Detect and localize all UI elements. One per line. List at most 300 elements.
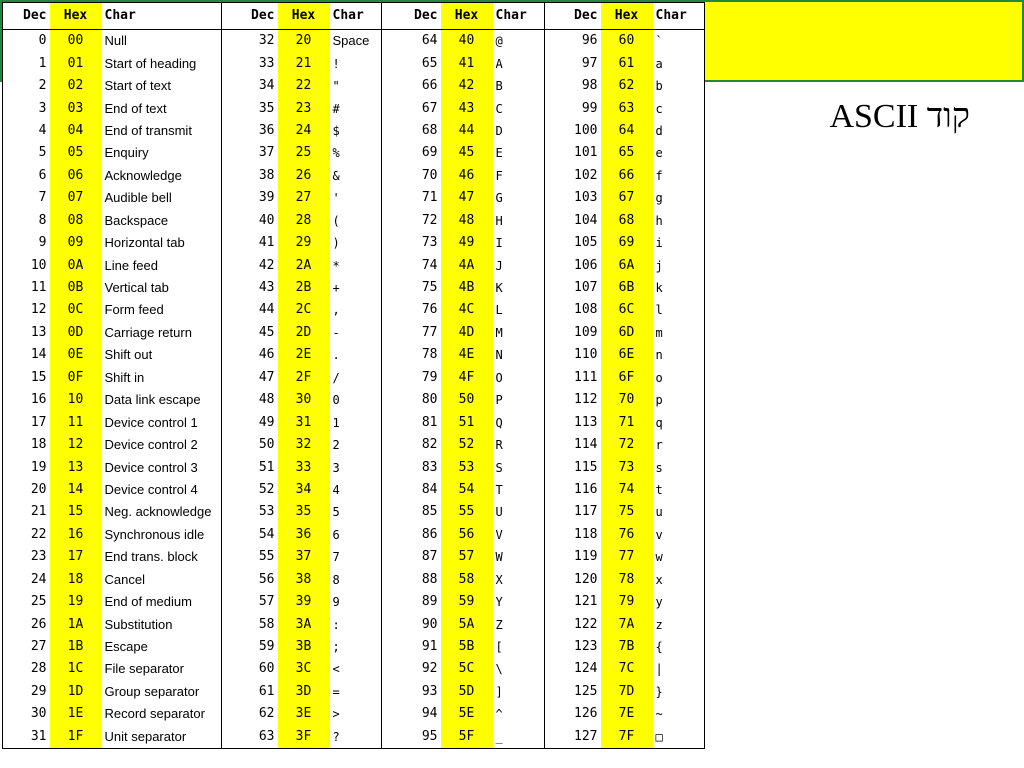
dec-cell: 39: [258, 190, 275, 206]
dec-cell: 125: [574, 683, 598, 699]
table-row: [3, 75, 705, 97]
char-cell: x: [655, 572, 663, 587]
char-cell: Start of heading: [102, 52, 222, 74]
table-row: [3, 299, 705, 321]
char-cell: m: [655, 325, 663, 340]
column-header-dec: Dec: [382, 3, 441, 30]
hex-cell: 61: [601, 52, 653, 74]
char-cell: |: [655, 662, 663, 677]
hex-cell: 4C: [441, 299, 493, 321]
dec-cell: 28: [30, 661, 47, 677]
hex-cell: 66: [601, 165, 653, 187]
table-row: [3, 120, 705, 142]
char-cell: y: [655, 595, 663, 610]
dec-cell: 84: [421, 481, 438, 497]
hex-cell: 7B: [601, 636, 653, 658]
dec-cell: 14: [30, 347, 47, 363]
table-row: [3, 322, 705, 344]
hex-cell: 1E: [50, 703, 102, 725]
dec-cell: 113: [574, 414, 598, 430]
hex-cell: 6F: [601, 367, 653, 389]
column-header-hex: Hex: [50, 3, 102, 30]
hex-cell: 0A: [50, 254, 102, 276]
hex-cell: 0E: [50, 344, 102, 366]
dec-cell: 30: [30, 706, 47, 722]
table-row: [3, 187, 705, 209]
char-cell: Carriage return: [102, 322, 222, 344]
hex-cell: 33: [278, 456, 330, 478]
hex-cell: 69: [601, 232, 653, 254]
dec-cell: 54: [258, 526, 275, 542]
dec-cell: 62: [258, 706, 275, 722]
dec-cell: 107: [574, 280, 598, 296]
dec-cell: 29: [30, 683, 47, 699]
char-cell: /: [330, 367, 382, 389]
char-cell: \: [493, 658, 545, 680]
dec-cell: 78: [421, 347, 438, 363]
char-cell: I: [493, 232, 545, 254]
char-cell: ': [330, 187, 382, 209]
hex-cell: 79: [601, 591, 653, 613]
dec-cell: 45: [258, 324, 275, 340]
hex-cell: 4E: [441, 344, 493, 366]
dec-cell: 121: [574, 594, 598, 610]
char-cell: f: [655, 168, 663, 183]
hex-cell: 1D: [50, 681, 102, 703]
dec-cell: 71: [421, 190, 438, 206]
char-cell: Enquiry: [102, 142, 222, 164]
column-header-char: Char: [653, 3, 705, 30]
table-row: [3, 613, 705, 635]
hex-cell: 2C: [278, 299, 330, 321]
dec-cell: 27: [30, 639, 47, 655]
hex-cell: 11: [50, 411, 102, 433]
hex-cell: 56: [441, 524, 493, 546]
char-cell: c: [655, 101, 663, 116]
dec-cell: 73: [421, 235, 438, 251]
table-row: [3, 411, 705, 433]
hex-cell: 14: [50, 479, 102, 501]
char-cell: i: [655, 236, 663, 251]
dec-cell: 38: [258, 167, 275, 183]
dec-cell: 76: [421, 302, 438, 318]
hex-cell: 47: [441, 187, 493, 209]
dec-cell: 18: [30, 437, 47, 453]
char-cell: D: [493, 120, 545, 142]
hex-cell: 60: [601, 30, 653, 53]
dec-cell: 114: [574, 437, 598, 453]
char-cell: k: [655, 281, 663, 296]
dec-cell: 120: [574, 571, 598, 587]
dec-cell: 26: [30, 616, 47, 632]
dec-cell: 117: [574, 504, 598, 520]
hex-cell: 50: [441, 389, 493, 411]
char-cell: g: [655, 191, 663, 206]
hex-cell: 3A: [278, 613, 330, 635]
char-cell: 9: [330, 591, 382, 613]
char-cell: 8: [330, 569, 382, 591]
hex-cell: 09: [50, 232, 102, 254]
hex-cell: 2E: [278, 344, 330, 366]
hex-cell: 6E: [601, 344, 653, 366]
char-cell: t: [655, 482, 663, 497]
dec-cell: 31: [30, 728, 47, 744]
table-row: [3, 389, 705, 411]
hex-cell: 62: [601, 75, 653, 97]
dec-cell: 89: [421, 594, 438, 610]
char-cell: =: [330, 681, 382, 703]
char-cell: End of text: [102, 97, 222, 119]
dec-cell: 52: [258, 481, 275, 497]
dec-cell: 41: [258, 235, 275, 251]
dec-cell: 127: [574, 728, 598, 744]
char-cell: >: [330, 703, 382, 725]
char-cell: End of transmit: [102, 120, 222, 142]
hex-cell: 6B: [601, 277, 653, 299]
hex-cell: 4D: [441, 322, 493, 344]
hex-cell: 04: [50, 120, 102, 142]
char-cell: `: [655, 34, 663, 49]
char-cell: W: [493, 546, 545, 568]
hex-cell: 18: [50, 569, 102, 591]
hex-cell: 52: [441, 434, 493, 456]
char-cell: Record separator: [102, 703, 222, 725]
dec-cell: 20: [30, 481, 47, 497]
column-header-hex: Hex: [441, 3, 493, 30]
char-cell: }: [655, 684, 663, 699]
dec-cell: 75: [421, 280, 438, 296]
hex-cell: 03: [50, 97, 102, 119]
hex-cell: 38: [278, 569, 330, 591]
dec-cell: 23: [30, 549, 47, 565]
hex-cell: 4F: [441, 367, 493, 389]
char-cell: s: [655, 460, 663, 475]
dec-cell: 85: [421, 504, 438, 520]
dec-cell: 96: [581, 33, 598, 49]
char-cell: End of medium: [102, 591, 222, 613]
hex-cell: 5C: [441, 658, 493, 680]
hex-cell: 0F: [50, 367, 102, 389]
char-cell: 3: [330, 456, 382, 478]
table-row: [3, 367, 705, 389]
hex-cell: 3D: [278, 681, 330, 703]
hex-cell: 2B: [278, 277, 330, 299]
char-cell: Z: [493, 613, 545, 635]
hex-cell: 1F: [50, 726, 102, 749]
dec-cell: 35: [258, 100, 275, 116]
hex-cell: 73: [601, 456, 653, 478]
char-cell: $: [330, 120, 382, 142]
char-cell: {: [655, 640, 663, 655]
dec-cell: 61: [258, 683, 275, 699]
char-cell: Y: [493, 591, 545, 613]
hex-cell: 6D: [601, 322, 653, 344]
char-cell: U: [493, 501, 545, 523]
dec-cell: 115: [574, 459, 598, 475]
dec-cell: 9: [38, 235, 47, 251]
table-row: [3, 591, 705, 613]
char-cell: ~: [655, 707, 663, 722]
hex-cell: 5D: [441, 681, 493, 703]
dec-cell: 46: [258, 347, 275, 363]
hex-cell: 7A: [601, 613, 653, 635]
dec-cell: 81: [421, 414, 438, 430]
hex-cell: 28: [278, 210, 330, 232]
table-row: [3, 546, 705, 568]
hex-cell: 42: [441, 75, 493, 97]
char-cell: Escape: [102, 636, 222, 658]
hex-cell: 59: [441, 591, 493, 613]
char-cell: K: [493, 277, 545, 299]
table-header-row: [3, 3, 705, 30]
hex-cell: 57: [441, 546, 493, 568]
hex-cell: 74: [601, 479, 653, 501]
table-row: [3, 703, 705, 725]
dec-cell: 11: [30, 280, 47, 296]
hex-cell: 24: [278, 120, 330, 142]
char-cell: A: [493, 52, 545, 74]
hex-cell: 29: [278, 232, 330, 254]
dec-cell: 68: [421, 122, 438, 138]
hex-cell: 65: [601, 142, 653, 164]
char-cell: Shift in: [102, 367, 222, 389]
hex-cell: 07: [50, 187, 102, 209]
char-cell: ^: [493, 703, 545, 725]
dec-cell: 58: [258, 616, 275, 632]
dec-cell: 82: [421, 437, 438, 453]
column-header-hex: Hex: [278, 3, 330, 30]
dec-cell: 53: [258, 504, 275, 520]
hex-cell: 05: [50, 142, 102, 164]
hex-cell: 3C: [278, 658, 330, 680]
char-cell: .: [330, 344, 382, 366]
hex-cell: 41: [441, 52, 493, 74]
char-cell: @: [493, 30, 545, 53]
char-cell: Space: [330, 30, 382, 53]
column-header-char: Char: [102, 3, 222, 30]
table-row: [3, 456, 705, 478]
dec-cell: 16: [30, 392, 47, 408]
table-row: [3, 30, 705, 53]
hex-cell: 22: [278, 75, 330, 97]
table-row: [3, 165, 705, 187]
hex-cell: 44: [441, 120, 493, 142]
hex-cell: 5E: [441, 703, 493, 725]
hex-cell: 10: [50, 389, 102, 411]
hex-cell: 36: [278, 524, 330, 546]
hex-cell: 39: [278, 591, 330, 613]
column-header-hex: Hex: [601, 3, 653, 30]
dec-cell: 112: [574, 392, 598, 408]
char-cell: Unit separator: [102, 726, 222, 749]
table-row: [3, 569, 705, 591]
hex-cell: 5F: [441, 726, 493, 749]
dec-cell: 105: [574, 235, 598, 251]
slide-title: קוד ASCII: [829, 98, 970, 135]
char-cell: v: [655, 527, 663, 542]
char-cell: M: [493, 322, 545, 344]
hex-cell: 7D: [601, 681, 653, 703]
char-cell: [: [493, 636, 545, 658]
dec-cell: 5: [38, 145, 47, 161]
dec-cell: 67: [421, 100, 438, 116]
dec-cell: 104: [574, 212, 598, 228]
hex-cell: 5B: [441, 636, 493, 658]
char-cell: Audible bell: [102, 187, 222, 209]
char-cell: R: [493, 434, 545, 456]
column-header-dec: Dec: [545, 3, 601, 30]
dec-cell: 119: [574, 549, 598, 565]
column-header-dec: Dec: [222, 3, 278, 30]
char-cell: N: [493, 344, 545, 366]
dec-cell: 43: [258, 280, 275, 296]
dec-cell: 116: [574, 481, 598, 497]
hex-cell: 40: [441, 30, 493, 53]
table-row: [3, 501, 705, 523]
char-cell: r: [655, 438, 663, 453]
char-cell: G: [493, 187, 545, 209]
char-cell: :: [330, 613, 382, 635]
hex-cell: 3F: [278, 726, 330, 749]
char-cell: End trans. block: [102, 546, 222, 568]
hex-cell: 1B: [50, 636, 102, 658]
dec-cell: 6: [38, 167, 47, 183]
dec-cell: 80: [421, 392, 438, 408]
table-row: [3, 479, 705, 501]
char-cell: e: [655, 146, 663, 161]
dec-cell: 64: [421, 33, 438, 49]
hex-cell: 19: [50, 591, 102, 613]
hex-cell: 16: [50, 524, 102, 546]
dec-cell: 13: [30, 324, 47, 340]
char-cell: 1: [330, 411, 382, 433]
column-header-char: Char: [330, 3, 382, 30]
hex-cell: 17: [50, 546, 102, 568]
char-cell: ): [330, 232, 382, 254]
char-cell: a: [655, 56, 663, 71]
dec-cell: 72: [421, 212, 438, 228]
char-cell: z: [655, 617, 663, 632]
char-cell: q: [655, 415, 663, 430]
char-cell: _: [493, 726, 545, 749]
dec-cell: 74: [421, 257, 438, 273]
table-row: [3, 434, 705, 456]
char-cell: w: [655, 550, 663, 565]
hex-cell: 77: [601, 546, 653, 568]
dec-cell: 0: [38, 33, 47, 49]
char-cell: S: [493, 456, 545, 478]
hex-cell: 67: [601, 187, 653, 209]
hex-cell: 0B: [50, 277, 102, 299]
dec-cell: 8: [38, 212, 47, 228]
dec-cell: 69: [421, 145, 438, 161]
dec-cell: 124: [574, 661, 598, 677]
char-cell: Backspace: [102, 210, 222, 232]
char-cell: Start of text: [102, 75, 222, 97]
hex-cell: 48: [441, 210, 493, 232]
char-cell: Neg. acknowledge: [102, 501, 222, 523]
char-cell: ": [330, 75, 382, 97]
hex-cell: 43: [441, 97, 493, 119]
hex-cell: 2F: [278, 367, 330, 389]
char-cell: <: [330, 658, 382, 680]
char-cell: b: [655, 79, 663, 94]
hex-cell: 26: [278, 165, 330, 187]
char-cell: F: [493, 165, 545, 187]
dec-cell: 63: [258, 728, 275, 744]
dec-cell: 83: [421, 459, 438, 475]
char-cell: j: [655, 258, 663, 273]
hex-cell: 02: [50, 75, 102, 97]
dec-cell: 34: [258, 78, 275, 94]
hex-cell: 63: [601, 97, 653, 119]
char-cell: u: [655, 505, 663, 520]
hex-cell: 6C: [601, 299, 653, 321]
char-cell: File separator: [102, 658, 222, 680]
char-cell: C: [493, 97, 545, 119]
hex-cell: 06: [50, 165, 102, 187]
char-cell: o: [655, 370, 663, 385]
dec-cell: 60: [258, 661, 275, 677]
char-cell: Vertical tab: [102, 277, 222, 299]
table-row: [3, 52, 705, 74]
char-cell: E: [493, 142, 545, 164]
dec-cell: 7: [38, 190, 47, 206]
table-body: [3, 30, 705, 749]
dec-cell: 50: [258, 437, 275, 453]
hex-cell: 5A: [441, 613, 493, 635]
hex-cell: 71: [601, 411, 653, 433]
hex-cell: 58: [441, 569, 493, 591]
char-cell: *: [330, 254, 382, 276]
char-cell: V: [493, 524, 545, 546]
char-cell: n: [655, 348, 663, 363]
dec-cell: 79: [421, 369, 438, 385]
char-cell: Q: [493, 411, 545, 433]
char-cell: +: [330, 277, 382, 299]
char-cell: 2: [330, 434, 382, 456]
char-cell: Device control 1: [102, 411, 222, 433]
char-cell: &: [330, 165, 382, 187]
hex-cell: 72: [601, 434, 653, 456]
dec-cell: 110: [574, 347, 598, 363]
dec-cell: 10: [30, 257, 47, 273]
char-cell: (: [330, 210, 382, 232]
dec-cell: 48: [258, 392, 275, 408]
dec-cell: 86: [421, 526, 438, 542]
char-cell: Null: [102, 30, 222, 53]
dec-cell: 111: [574, 369, 598, 385]
hex-cell: 35: [278, 501, 330, 523]
char-cell: L: [493, 299, 545, 321]
hex-cell: 7C: [601, 658, 653, 680]
char-cell: d: [655, 123, 663, 138]
char-cell: %: [330, 142, 382, 164]
hex-cell: 68: [601, 210, 653, 232]
table-row: [3, 636, 705, 658]
char-cell: Horizontal tab: [102, 232, 222, 254]
hex-cell: 25: [278, 142, 330, 164]
table-row: [3, 97, 705, 119]
table-row: [3, 254, 705, 276]
char-cell: p: [655, 393, 663, 408]
hex-cell: 51: [441, 411, 493, 433]
hex-cell: 2A: [278, 254, 330, 276]
char-cell: !: [330, 52, 382, 74]
char-cell: Cancel: [102, 569, 222, 591]
char-cell: -: [330, 322, 382, 344]
dec-cell: 15: [30, 369, 47, 385]
